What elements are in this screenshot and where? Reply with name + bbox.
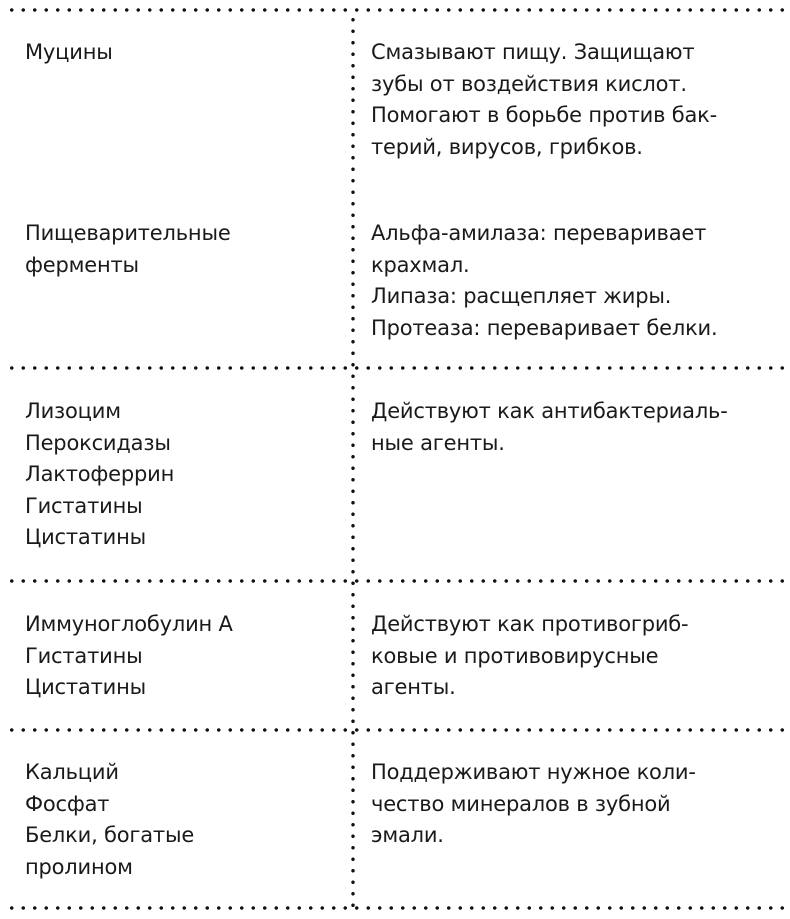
- function-text-line: крахмал.: [371, 252, 470, 277]
- dotted-divider-row3-end: [6, 579, 786, 583]
- function-text-line: терий, вирусов, грибков.: [371, 134, 643, 159]
- component-name: Белки, богатые: [25, 823, 195, 847]
- component-name: Цистатины: [25, 525, 146, 549]
- component-name: пролином: [25, 854, 133, 879]
- function-cell-antibacterial: [371, 396, 781, 459]
- component-name: Гистатины: [25, 493, 143, 518]
- dotted-divider-top: [6, 8, 786, 12]
- function-text-line: Поддерживают нужное коли-: [371, 760, 696, 784]
- dotted-divider-row2-end: [6, 366, 786, 370]
- function-text-line: Действуют как противогриб-: [371, 612, 689, 636]
- function-cell-antifungal-antiviral: [371, 609, 781, 704]
- component-name: Лизоцим: [25, 399, 121, 423]
- function-text-line: Липаза: расщепляет жиры.: [371, 284, 672, 308]
- dotted-divider-bottom: [6, 906, 786, 910]
- component-name: ферменты: [25, 252, 139, 277]
- component-cell-antifungal-antiviral: [25, 609, 345, 704]
- function-text-line: агенты.: [371, 675, 456, 699]
- component-name: Гистатины: [25, 643, 143, 668]
- component-cell-digestive-enzymes: [25, 218, 345, 281]
- function-cell-minerals: [371, 757, 781, 852]
- function-text-line: Помогают в борьбе против бак-: [371, 103, 718, 127]
- component-name: Цистатины: [25, 675, 146, 699]
- component-cell-mucins: [25, 37, 345, 69]
- function-text-line: Действуют как антибактериаль-: [371, 399, 728, 423]
- component-name: Пищеварительные: [25, 221, 231, 245]
- function-text-line: чество минералов в зубной: [371, 791, 671, 816]
- component-name: Кальций: [25, 760, 119, 784]
- function-text-line: ковые и противовирусные: [371, 643, 659, 668]
- component-cell-minerals: [25, 757, 345, 883]
- function-cell-mucins: [371, 37, 781, 163]
- dotted-divider-vertical: [351, 14, 355, 914]
- function-cell-digestive-enzymes: [371, 218, 781, 344]
- function-text-line: Альфа-амилаза: переваривает: [371, 221, 707, 245]
- function-text-line: зубы от воздействия кислот.: [371, 71, 687, 96]
- function-text-line: Смазывают пищу. Защищают: [371, 40, 695, 64]
- function-text-line: Протеаза: переваривает белки.: [371, 315, 718, 340]
- component-cell-antibacterial: [25, 396, 345, 554]
- dotted-divider-row4-end: [6, 728, 786, 732]
- component-name: Пероксидазы: [25, 430, 171, 455]
- function-text-line: эмали.: [371, 823, 444, 847]
- function-text-line: ные агенты.: [371, 430, 505, 455]
- component-name: Фосфат: [25, 791, 110, 816]
- component-name: Иммуноглобулин А: [25, 612, 233, 636]
- component-name: Муцины: [25, 40, 113, 64]
- component-name: Лактоферрин: [25, 462, 175, 486]
